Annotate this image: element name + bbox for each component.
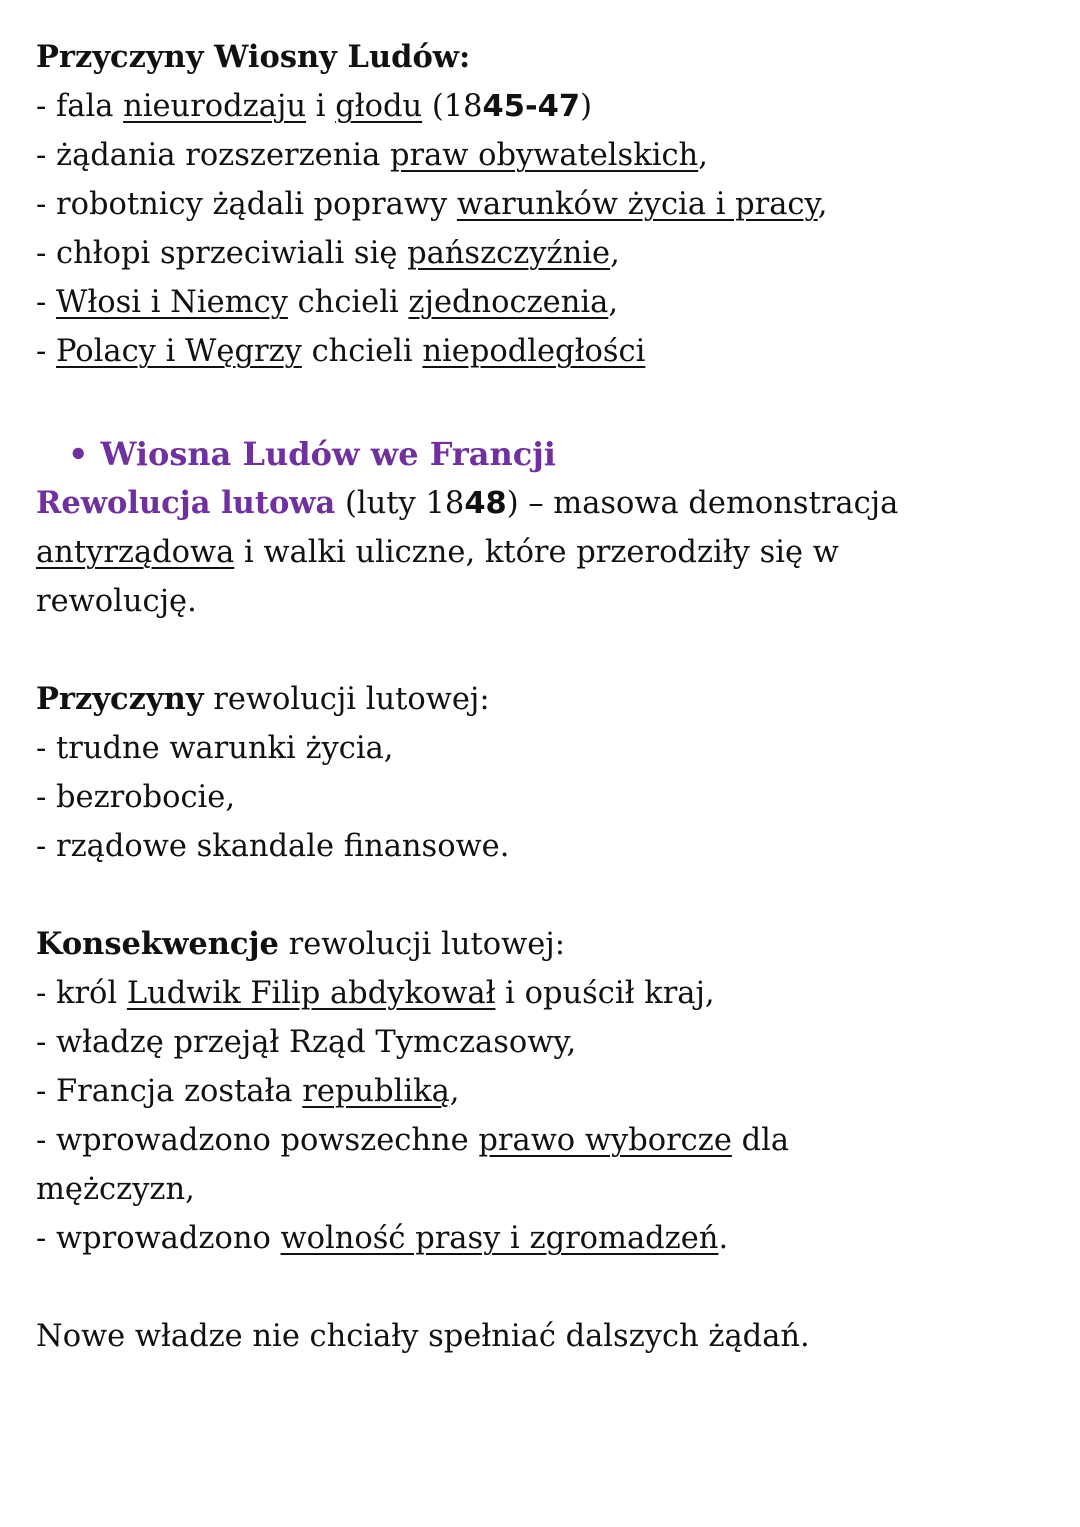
text-run: , bbox=[610, 236, 620, 271]
underlined-term: wolność prasy i zgromadzeń bbox=[280, 1221, 719, 1256]
text-run: Nowe władze nie chciały spełniać dalszych żądań. bbox=[36, 1319, 810, 1354]
underlined-term: Włosi i Niemcy bbox=[56, 285, 288, 320]
text-run: , bbox=[449, 1074, 460, 1109]
text-run: rewolucję. bbox=[36, 584, 197, 619]
text-run: - bbox=[36, 285, 57, 320]
text-run: rewolucji lutowej: bbox=[203, 682, 490, 717]
text-run: - władzę przejął Rząd Tymczasowy, bbox=[36, 1025, 577, 1060]
text-line bbox=[36, 229, 1046, 278]
text-run: - robotnicy żądali poprawy bbox=[36, 187, 457, 222]
bold-term: Przyczyny bbox=[36, 681, 204, 717]
text-run: - wprowadzono powszechne bbox=[36, 1123, 479, 1158]
underlined-term: antyrządowa bbox=[36, 535, 235, 570]
document-page bbox=[36, 33, 1046, 1361]
text-run: - chłopi sprzeciwiali się bbox=[36, 236, 408, 271]
text-run: ) bbox=[580, 89, 592, 124]
text-run: i opuścił kraj, bbox=[495, 976, 715, 1011]
text-run: - wprowadzono bbox=[36, 1221, 281, 1256]
blank-line bbox=[36, 626, 1046, 675]
text-line bbox=[36, 822, 1046, 871]
text-line bbox=[36, 969, 1046, 1018]
text-run: chcieli bbox=[301, 334, 423, 369]
bold-term: 48 bbox=[464, 486, 507, 521]
text-line bbox=[36, 577, 1046, 626]
blank-line bbox=[36, 376, 1046, 425]
underlined-term: Ludwik Filip abdykował bbox=[126, 976, 496, 1011]
text-run: chcieli bbox=[287, 285, 409, 320]
text-run: i walki uliczne, które przerodziły się w bbox=[234, 535, 839, 570]
text-line bbox=[36, 1116, 1046, 1165]
underlined-term: republiką bbox=[302, 1074, 450, 1109]
text-run: - fala bbox=[36, 89, 124, 124]
text-line bbox=[36, 675, 1046, 724]
bold-term: Przyczyny Wiosny Ludów: bbox=[36, 39, 471, 75]
text-run: , bbox=[817, 187, 828, 222]
text-line bbox=[36, 82, 1046, 131]
blank-line bbox=[36, 1263, 1046, 1312]
text-run: - rządowe skandale finansowe. bbox=[36, 829, 510, 864]
bold-term: 45-47 bbox=[482, 89, 581, 124]
text-run: ) – masowa demonstracja bbox=[506, 486, 899, 521]
text-run: i bbox=[306, 89, 336, 124]
text-line bbox=[36, 327, 1046, 376]
underlined-term: niepodległości bbox=[422, 334, 646, 369]
text-line bbox=[36, 180, 1046, 229]
text-run: - bezrobocie, bbox=[36, 780, 236, 815]
text-run: - Francja została bbox=[36, 1074, 303, 1109]
text-run: dla bbox=[731, 1123, 790, 1158]
bold-term: Rewolucja lutowa bbox=[36, 485, 336, 521]
bold-term: Konsekwencje bbox=[36, 926, 279, 962]
heading-text: Wiosna Ludów we Francji bbox=[100, 435, 556, 473]
text-line bbox=[36, 1165, 1046, 1214]
section-heading bbox=[36, 430, 1046, 479]
text-line bbox=[36, 1067, 1046, 1116]
underlined-term: prawo wyborcze bbox=[478, 1123, 732, 1158]
text-run: (luty 18 bbox=[335, 486, 465, 521]
text-run: , bbox=[698, 138, 708, 173]
underlined-term: zjednoczenia bbox=[408, 285, 609, 320]
text-line bbox=[36, 479, 1046, 528]
text-run: , bbox=[608, 285, 619, 320]
blank-line bbox=[36, 871, 1046, 920]
text-line bbox=[36, 1018, 1046, 1067]
underlined-term: praw obywatelskich bbox=[390, 138, 699, 173]
underlined-term: warunków życia i pracy bbox=[456, 187, 818, 222]
text-line bbox=[36, 920, 1046, 969]
underlined-term: Polacy i Węgrzy bbox=[56, 334, 302, 369]
underlined-term: nieurodzaju bbox=[123, 89, 307, 124]
text-line bbox=[36, 724, 1046, 773]
text-run: - bbox=[36, 334, 57, 369]
underlined-term: pańszczyźnie bbox=[407, 236, 611, 271]
text-line bbox=[36, 1312, 1046, 1361]
bullet-icon: • bbox=[68, 435, 89, 473]
text-run: - król bbox=[36, 976, 127, 1011]
text-line bbox=[36, 528, 1046, 577]
text-run: mężczyzn, bbox=[36, 1172, 195, 1207]
text-run: . bbox=[718, 1221, 729, 1256]
text-line bbox=[36, 278, 1046, 327]
text-line bbox=[36, 33, 1046, 82]
underlined-term: głodu bbox=[335, 89, 423, 124]
text-run: rewolucji lutowej: bbox=[278, 927, 566, 962]
text-line bbox=[36, 1214, 1046, 1263]
text-run: (18 bbox=[422, 89, 483, 124]
text-line bbox=[36, 773, 1046, 822]
text-run: - żądania rozszerzenia bbox=[36, 138, 390, 173]
text-line bbox=[36, 131, 1046, 180]
text-run: - trudne warunki życia, bbox=[36, 731, 394, 766]
